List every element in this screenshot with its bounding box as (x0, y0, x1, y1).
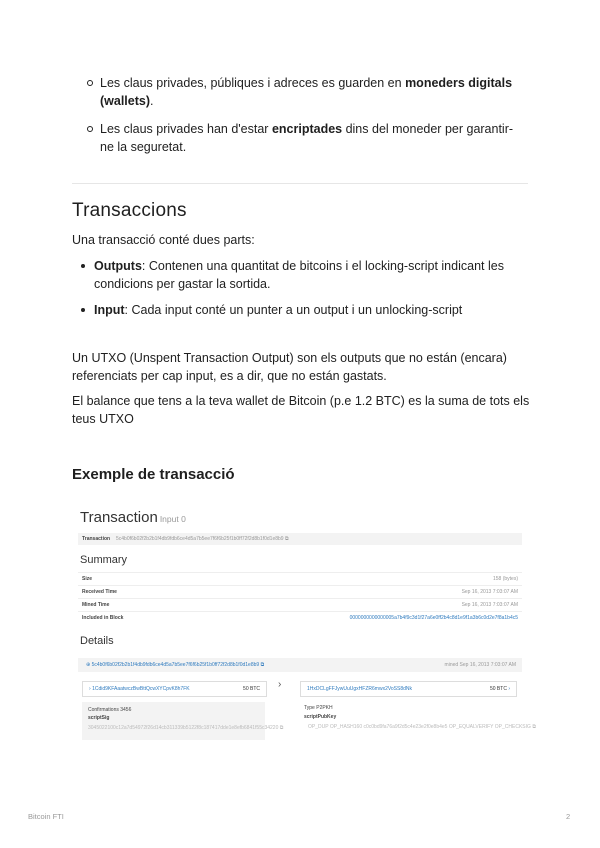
output-box: 1HxDCLgFFJywUuUgxHFZR6mwx2VoSS8dNk 50 BTC › (300, 681, 517, 697)
section-title: Transaccions (72, 200, 187, 221)
page-number: 2 (566, 812, 571, 821)
copy-icon: ⧉ (260, 662, 265, 668)
details-bar: ⊕ 5c4b0f6b02f2b2b1f4db9fdb6ce4d5a7b5ee7f6f6b25f1b0ff72f2d8b1f0d1e8b9 ⧉ mined Sep 16, 2013 7:03:07 AM (78, 658, 522, 672)
summary-row: Size 158 (bytes) (78, 572, 522, 585)
screenshot-title: Transaction Input 0 (80, 509, 186, 526)
section-divider (72, 183, 528, 184)
tx-icon: ⊕ (86, 662, 91, 668)
list-item: Les claus privades, públiques i adreces es guarden en moneders digitals (wallets). (100, 74, 520, 110)
list-item: Input: Cada input conté un punter a un output i un unlocking-script (94, 301, 530, 319)
transaction-screenshot (78, 505, 536, 745)
output-detail: Type P2PKH scriptPubKey OP_DUP OP_HASH160 c0c0bd9fa76a9f2d5c4e23e2f0e8b4e5 OP_EQUALVERIFY OP_CHECKSIG ⧉ (304, 705, 536, 730)
details-title: Details (80, 635, 114, 647)
arrow-right-icon: › (278, 679, 282, 690)
footer-left: Bitcoin FTI (28, 812, 64, 821)
summary-row: Included in Block 0000000000000005a7b4f9c3d1f27a6e0ff2b4c8d1e9f1a3b6c0d2e7f8a1b4c5 (78, 611, 522, 624)
scriptsig-value: 3045022100c12a7d54972f26d14cb311339b5122f8c187417dde1e8efb6841f55c34220 ⧉ (88, 725, 284, 731)
summary-title: Summary (80, 554, 128, 566)
list-item: Les claus privades han d'estar encriptades dins del moneder per garantir-ne la seguretat. (100, 120, 520, 156)
details-hash: ⊕ 5c4b0f6b02f2b2b1f4db9fdb6ce4d5a7b5ee7f6f6b25f1b0ff72f2d8b1f0d1e8b9 ⧉ (86, 662, 265, 668)
summary-row: Received Time Sep 16, 2013 7:03:07 AM (78, 585, 522, 598)
example-title: Exemple de transacció (72, 466, 235, 483)
output-amount: 50 BTC › (489, 686, 510, 692)
copy-icon: ⧉ (284, 536, 289, 542)
input-address: › 1Cdid9KFAaatwczBwBttQcwXYCpvK8h7FK (89, 686, 190, 692)
input-box: › 1Cdid9KFAaatwczBwBttQcwXYCpvK8h7FK 50 BTC (82, 681, 267, 697)
copy-icon: ⧉ (532, 724, 536, 730)
wallet-list (100, 74, 520, 166)
summary-row: Mined Time Sep 16, 2013 7:03:07 AM (78, 598, 522, 611)
tx-hash: 5c4b0f6b02f2b2b1f4db9fdb6ce4d5a7b5ee7f6f6b25f1b0ff72f2d8b1f0d1e8b9 ⧉ (116, 536, 289, 542)
list-item: Outputs: Contenen una quantitat de bitcoins i el locking-script indicant les condicions per gastar la sortida. (94, 257, 530, 293)
copy-icon: ⧉ (279, 725, 284, 731)
parts-list (94, 257, 530, 327)
chevron-right-icon: › (89, 686, 91, 692)
intro-paragraph: Una transacció conté dues parts: (72, 233, 255, 247)
utxo-paragraph: Un UTXO (Unspent Transaction Output) son els outputs que no están (encara) referenciats per cap input, es a dir, que no están gastats. (72, 351, 507, 383)
chevron-right-icon: › (508, 686, 510, 692)
balance-paragraph: El balance que tens a la teva wallet de Bitcoin (p.e 1.2 BTC) es la suma de tots els teus UTXO (72, 394, 530, 426)
scriptpubkey-value: OP_DUP OP_HASH160 c0c0bd9fa76a9f2d5c4e23e2f0e8b4e5 OP_EQUALVERIFY OP_CHECKSIG ⧉ (308, 724, 536, 730)
tx-hash-bar: Transaction 5c4b0f6b02f2b2b1f4db9fdb6ce4d5a7b5ee7f6f6b25f1b0ff72f2d8b1f0d1e8b9 ⧉ (78, 533, 522, 545)
input-detail: Confirmations 3456 scriptSig 3045022100c12a7d54972f26d14cb311339b5122f8c187417dde1e8efb6841f55c34220 ⧉ (82, 702, 265, 740)
